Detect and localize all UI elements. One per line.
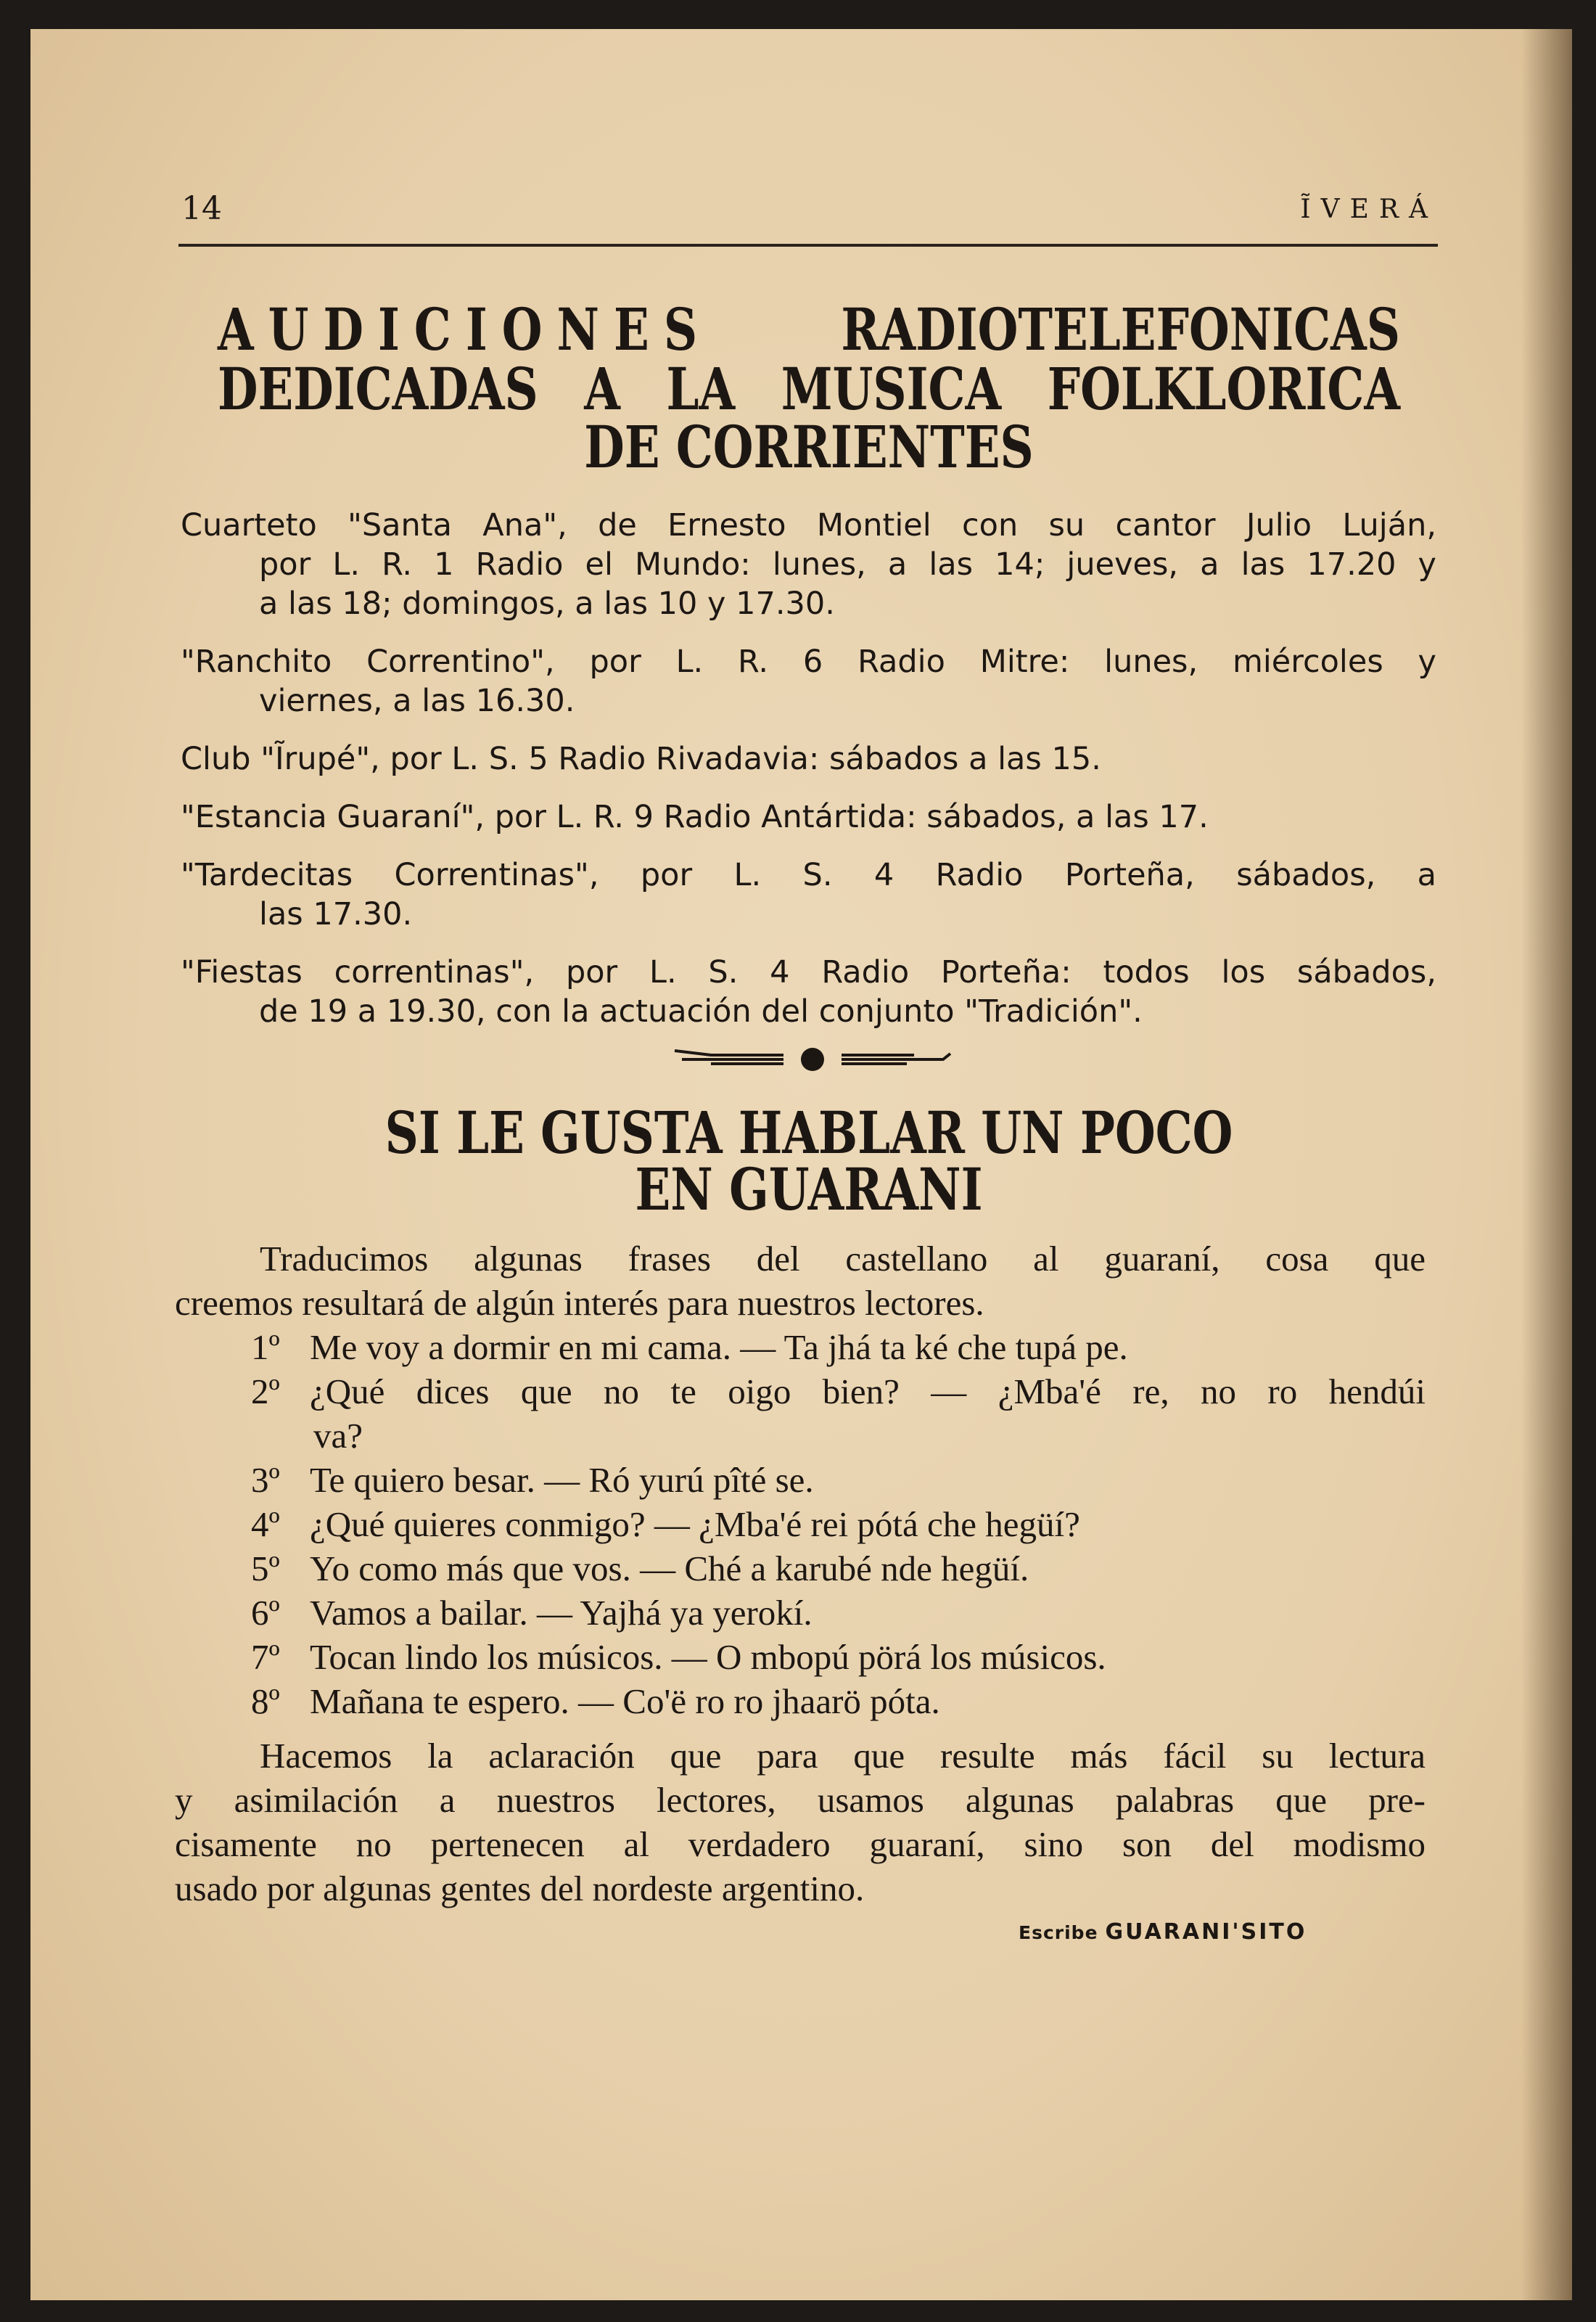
radio-entry-line: "Estancia Guaraní", por L. R. 9 Radio Antártida: sábados, a las 17. xyxy=(181,799,1209,835)
phrase-number: 2º xyxy=(251,1371,280,1411)
article1-title-line-3: DE CORRIENTES xyxy=(584,414,1034,482)
running-title: ĨVERÁ xyxy=(1300,194,1438,224)
phrase-number: 4º xyxy=(251,1504,280,1544)
radio-entry xyxy=(181,642,1436,721)
closing-line: usado por algunas gentes del nordeste argentino. xyxy=(175,1868,865,1908)
phrase-number: 6º xyxy=(251,1593,280,1633)
header-rule xyxy=(178,244,1438,247)
phrase-continuation: va? xyxy=(313,1416,363,1456)
phrase-item xyxy=(175,1546,1426,1591)
phrase-item xyxy=(175,1502,1426,1546)
radio-entry-line: las 17.30. xyxy=(259,896,413,932)
closing-line: cisamente no pertenecen al verdadero guaraní, sino son del modismo xyxy=(175,1824,1426,1864)
phrase-item xyxy=(175,1635,1426,1679)
article2-title-line-1: SI LE GUSTA HABLAR UN POCO xyxy=(384,1099,1233,1168)
title-word: RADIOTELEFONICAS xyxy=(841,296,1400,364)
phrase-number: 5º xyxy=(251,1548,280,1588)
intro-line: Traducimos algunas frases del castellano al guaraní, cosa que xyxy=(260,1239,1426,1279)
phrase-item xyxy=(175,1458,1426,1502)
phrase-text: Yo como más que vos. — Ché a karubé nde hegüí. xyxy=(310,1548,1029,1588)
byline xyxy=(1019,1919,1307,1945)
radio-entry-line: por L. R. 1 Radio el Mundo: lunes, a las 14; jueves, a las 17.20 y xyxy=(259,546,1436,583)
phrase-text: Vamos a bailar. — Yajhá ya yerokí. xyxy=(310,1593,813,1633)
radio-entry xyxy=(181,953,1436,1031)
article1-title-line-1 xyxy=(218,296,1400,364)
radio-entry-line: a las 18; domingos, a las 10 y 17.30. xyxy=(259,586,835,622)
radio-entry-line: "Tardecitas Correntinas", por L. S. 4 Radio Porteña, sábados, a xyxy=(181,857,1436,893)
radio-entry xyxy=(181,797,1436,837)
page-number: 14 xyxy=(181,190,222,227)
article1-title-line-2: DEDICADAS A LA MUSICA FOLKLORICA xyxy=(218,356,1400,424)
phrase-text: ¿Qué quieres conmigo? — ¿Mba'é rei pótá che hegüí? xyxy=(310,1504,1080,1544)
phrase-item xyxy=(175,1679,1426,1723)
phrase-item xyxy=(175,1591,1426,1635)
radio-entry xyxy=(181,739,1436,779)
title-word: AUDICIONES xyxy=(218,296,712,364)
phrase-text: ¿Qué dices que no te oigo bien? — ¿Mba'é re, no ro hendúi xyxy=(310,1371,1426,1411)
guarani-phrases xyxy=(175,1236,1426,1911)
article2-title-line-2: EN GUARANI xyxy=(635,1156,983,1224)
radio-entry xyxy=(181,856,1436,934)
spacer xyxy=(175,1723,1426,1734)
radio-entry-line: de 19 a 19.30, con la actuación del conjunto "Tradición". xyxy=(259,993,1143,1030)
phrase-number: 3º xyxy=(251,1460,280,1500)
closing-line: Hacemos la aclaración que para que resulte más fácil su lectura xyxy=(260,1736,1426,1776)
phrase-number: 8º xyxy=(251,1681,280,1721)
phrase-text: Mañana te espero. — Co'ë ro ro jhaarö póta. xyxy=(310,1681,940,1721)
byline-prefix: Escribe xyxy=(1019,1922,1098,1943)
ornament-divider-icon xyxy=(667,1038,958,1074)
closing-line: y asimilación a nuestros lectores, usamos algunas palabras que pre- xyxy=(175,1780,1426,1820)
phrase-item xyxy=(175,1369,1426,1414)
phrase-number: 1º xyxy=(251,1327,280,1367)
phrase-text: Te quiero besar. — Ró yurú pîté se. xyxy=(310,1460,814,1500)
phrase-number: 7º xyxy=(251,1637,280,1677)
radio-entry-line: Club "Ĩrupé", por L. S. 5 Radio Rivadavia: sábados a las 15. xyxy=(181,741,1101,777)
phrase-item xyxy=(175,1325,1426,1369)
radio-listings xyxy=(181,506,1436,1050)
phrase-text: Me voy a dormir en mi cama. — Ta jhá ta ké che tupá pe. xyxy=(310,1327,1128,1367)
radio-entry xyxy=(181,506,1436,623)
radio-entry-line: Cuarteto "Santa Ana", de Ernesto Montiel con su cantor Julio Luján, xyxy=(181,507,1436,543)
byline-author: GUARANI'SITO xyxy=(1105,1919,1307,1945)
radio-entry-line: "Ranchito Correntino", por L. R. 6 Radio Mitre: lunes, miércoles y xyxy=(181,644,1436,680)
intro-line: creemos resultará de algún interés para nuestros lectores. xyxy=(175,1283,984,1323)
radio-entry-line: "Fiestas correntinas", por L. S. 4 Radio Porteña: todos los sábados, xyxy=(181,954,1436,990)
phrase-text: Tocan lindo los músicos. — O mbopú pörá los músicos. xyxy=(310,1637,1106,1677)
radio-entry-line: viernes, a las 16.30. xyxy=(259,683,575,719)
